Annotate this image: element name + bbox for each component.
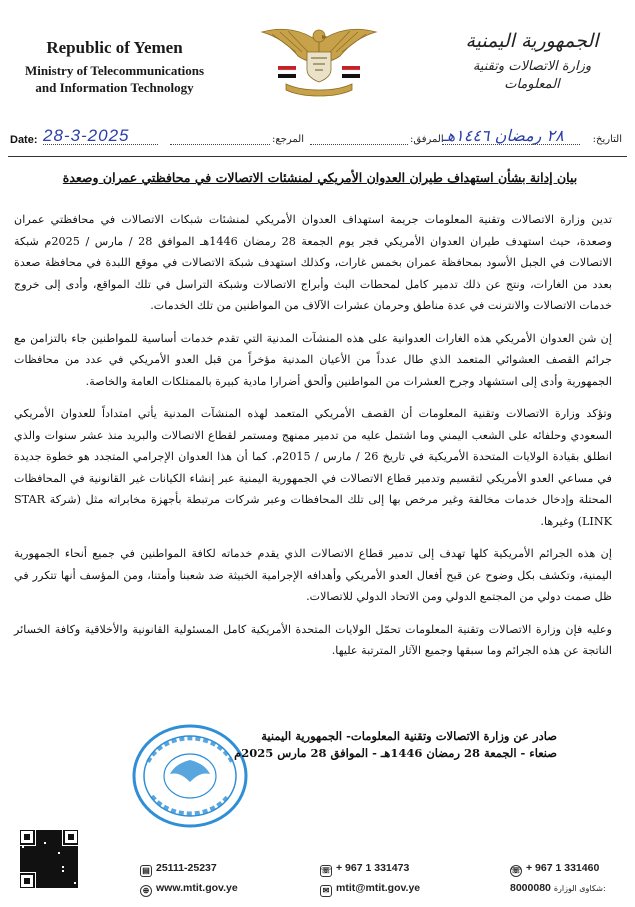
ministry-name-ar: وزارة الاتصالات وتقنية المعلومات	[472, 59, 592, 92]
issuer-signature	[234, 728, 557, 762]
statement-body	[14, 209, 612, 673]
official-stamp	[130, 722, 250, 830]
country-name-ar: الجمهورية اليمنية	[465, 30, 599, 52]
ministry-name-en-2: and Information Technology	[35, 80, 194, 95]
globe-icon: ⊕	[140, 885, 152, 897]
footer-complaints	[510, 882, 606, 894]
header-arabic	[447, 28, 617, 94]
date-value-ar: ٢٨ رمضان ١٤٤٦هـ	[442, 126, 564, 145]
fax-icon: ▤	[140, 865, 152, 877]
complaints-number: 8000080	[510, 882, 551, 894]
paragraph-4: إن هذه الجرائم الأمريكية كلها تهدف إلى تدمير قطاع الاتصالات الذي يقدم خدماته لكافة المواطنين في جميع أنحاء الجمهورية اليمنية، وتكشف بكل وضوح عن قبح أفعال العدو الأمريكي وأهدافه الإجرامية الخبيثة ضد شعبنا وأمتنا، ومن المؤسف أنها تتكرر في ظل صمت دولي من المجتمع الدولي ومن الاتحاد الدولي للاتصالات.	[14, 547, 612, 603]
fax-number: 25111-25237	[156, 862, 217, 874]
yemen-eagle-emblem-icon	[258, 22, 380, 100]
date-ar-dotted-line	[442, 144, 580, 145]
attachment-dotted-line	[310, 144, 408, 145]
footer-email[interactable]	[320, 882, 420, 897]
date-en-dotted-line	[43, 144, 158, 145]
issuer-line-1: صادر عن وزارة الاتصالات وتقنية المعلومات- الجمهورية اليمنية	[261, 729, 557, 743]
statement-title: بيان إدانة بشأن استهداف طيران العدوان الأمريكي لمنشئات الاتصالات في محافظتي عمران وصعدة	[62, 170, 578, 185]
phone-icon: ☏	[321, 866, 332, 875]
phone-number-2: + 967 1 331460	[526, 862, 600, 874]
phone-number-1: + 967 1 331473	[336, 862, 410, 874]
qr-code-icon	[20, 830, 78, 888]
issuer-line-2: صنعاء - الجمعة 28 رمضان 1446هـ - الموافق 28 مارس 2025م	[234, 746, 557, 760]
footer-fax	[140, 862, 217, 877]
date-label-en: Date:	[10, 134, 38, 146]
email-icon: ✉	[320, 885, 332, 897]
email-link[interactable]: mtit@mtit.gov.ye	[336, 882, 421, 894]
website-link[interactable]: www.mtit.gov.ye	[156, 882, 238, 894]
paragraph-3: وتؤكد وزارة الاتصالات وتقنية المعلومات أن القصف الأمريكي المتعمد لهذه المنشآت المدنية يأتي امتداداً للعدوان الأمريكي السعودي وحلفائه على الشعب اليمني وما اشتمل عليه من تدمير ممنهج ومستمر لقطاع الاتصالات والبريد منذ عشر سنوات والذي انطلق بقيادة الولايات المتحدة الأمريكية في تاريخ 26 / مارس / 2015م. كما أن هذا العدوان الإجرامي المتجدد هو خطوة جديدة في مساعي العدو الأمريكي لتقسيم وتدمير قطاع الاتصالات في الجمهورية اليمنية عبر إنشاء الكيانات غير القانونية في المحافظات المحتلة وإدخال خدمات مخالفة وغير مرخص بها إلى تلك المحافظات وعبر شركات مرتبطة بأجهزة مخابراته مثل (شركة STAR LINK) وغيرها.	[14, 407, 612, 528]
country-name-en: Republic of Yemen	[46, 38, 183, 57]
ministry-name-en-1: Ministry of Telecommunications	[24, 63, 205, 78]
paragraph-2: إن شن العدوان الأمريكي هذه الغارات العدوانية على هذه المنشآت المدنية التي تقدم خدمات أساسية للمواطنين جاء بالتزامن مع جرائم القصف العشوائي المتعمد الذي طال عدداً من الأعيان المدنية مؤخراً من قبل العدو الأمريكي في عدد من محافظات الجمهورية وأدى إلى استشهاد وجرح العشرات من المواطنين وألحق أضرارا مادية كبيرة بالممتلكات العامة والخاصة.	[14, 331, 612, 388]
header-separator	[8, 156, 627, 157]
attachment-label: المرفق:	[410, 134, 444, 145]
date-label-ar: التاريخ:	[592, 134, 622, 145]
footer-website[interactable]	[140, 882, 238, 897]
footer-phone-1	[320, 862, 409, 877]
header-english	[12, 38, 217, 96]
paragraph-1: تدين وزارة الاتصالات وتقنية المعلومات جريمة استهداف العدوان الأمريكي لمنشئات شبكات الاتصالات في محافظتي عمران وصعدة، حيث استهدف طيران العدوان الأمريكي فجر يوم الجمعة 28 رمضان 1446هـ الموافق 28 / مارس / 2025م شبكة الاتصالات في الجبل الأسود بمحافظة عمران بخمس غارات، وكذلك استهدف شبكة الاتصالات في موقع اللبدة في محافظة صعدة بعدد من الغارات، ونتج عن ذلك تدمير كامل لمحطات البث وأبراج الاتصالات وشبكة التراسل في تلك المواقع، وأدى إلى خروج خدمات الاتصالات والانترنت في عدة مناطق وحرمان عشرات الآلاف من المواطنين من تلك الخدمات.	[14, 213, 612, 312]
footer-phone-2	[510, 862, 599, 877]
reference-label: المرجع:	[272, 134, 304, 145]
complaints-label: شكاوى الوزارة:	[553, 884, 606, 893]
phone-circle-icon: ☏	[511, 866, 522, 875]
reference-row	[10, 126, 622, 150]
date-value-en: 28-3-2025	[43, 126, 130, 145]
paragraph-5: وعليه فإن وزارة الاتصالات وتقنية المعلومات تحمّل الولايات المتحدة الأمريكية كامل المسئولية القانونية والأخلاقية وكافة الخسائر الناتجة عن هذه الجرائم وما سبقها وجميع الآثار المترتبة عليها.	[14, 622, 612, 657]
reference-dotted-line	[170, 144, 270, 145]
